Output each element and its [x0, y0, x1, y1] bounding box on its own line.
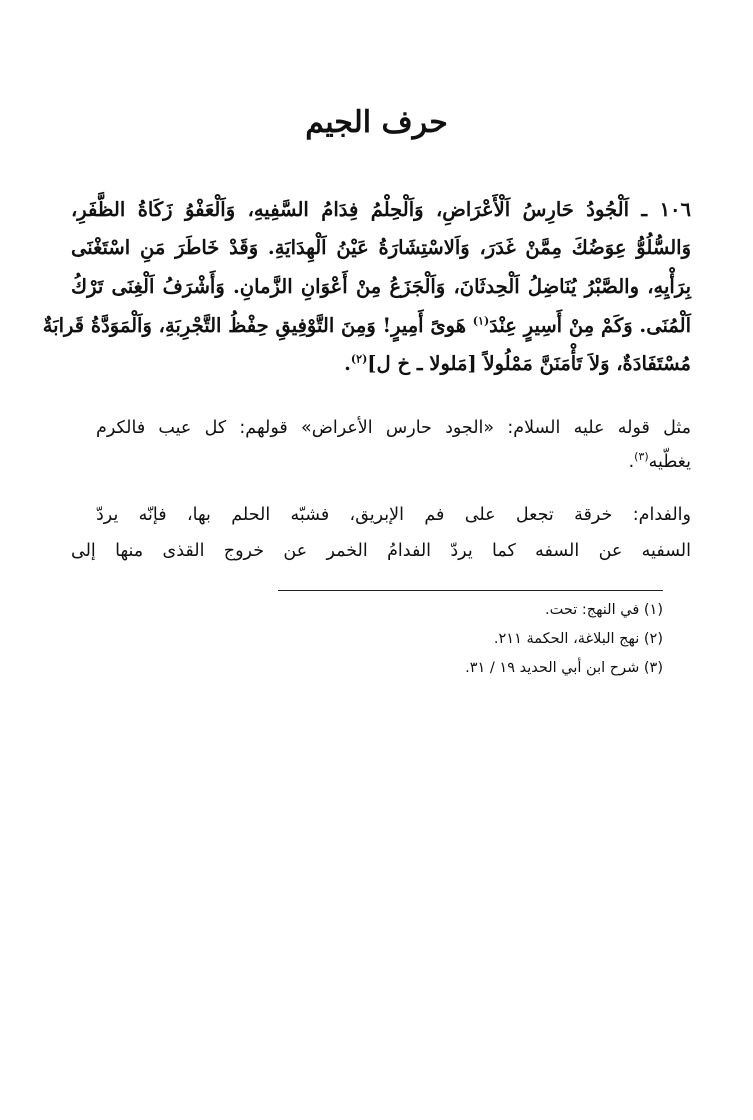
commentary-line: مثل قوله عليه السلام: «الجود حارس الأعراض» قولهم: كل عيب فالكرم — [96, 418, 691, 438]
commentary-line — [71, 450, 691, 472]
footnote-divider — [278, 590, 663, 591]
maxim-text: هَوىً أَمِيرٍ! وَمِنَ التَّوْفِيقِ حِفْظُ التَّجْرِبَةِ، وَاَلْمَوَدَّةُ قَرابَةٌ — [42, 314, 466, 337]
maxim-text: مُسْتَفَادَةٌ، وَلاَ تَأْمَنَنَّ مَمْلُولاً [مَلولا ـ خ ل] — [367, 352, 691, 375]
footnote-ref-1: (١) — [472, 314, 490, 328]
maxim-text: اَلْمُنَى. وَكَمْ مِنْ أَسِيرٍ عِنْدَ — [489, 314, 691, 337]
commentary-line: السفيه عن السفه كما يردّ الفدامُ الخمر عن خروج القذى منها إلى — [71, 541, 691, 561]
footnote-3: (٣) شرح ابن أبي الحديد ١٩ / ٣١. — [465, 660, 663, 676]
maxim-line — [71, 352, 691, 375]
footnote-ref-3: (٣) — [634, 450, 649, 463]
maxim-line: ١٠٦ ـ اَلْجُودُ حَارِسُ اَلْأَعْرَاضِ، وَاَلْحِلْمُ فِدَامُ السَّفِيهِ، وَاَلْعَفْوُ زَكَاةُ الظَّفَرِ، — [71, 198, 691, 221]
maxim-line — [42, 314, 691, 337]
commentary-line: والفدام: خرقة تجعل على فم الإبريق، فشبّه الحلم بها، فإنّه يردّ — [96, 505, 691, 525]
footnote-ref-2: (٢) — [350, 352, 368, 366]
maxim-end: . — [344, 352, 351, 375]
footnote-2: (٢) نهج البلاغة، الحكمة ٢١١. — [493, 631, 663, 647]
commentary-end: . — [628, 451, 635, 472]
commentary-text: يغطّيه — [648, 451, 691, 472]
maxim-line: وَالسُّلُوُّ عِوَضُكَ مِمَّنْ غَدَرَ، وَاَلاسْتِشَارَةُ عَيْنُ اَلْهِدَايَةِ. وَقَدْ خَاطَرَ مَنِ اسْتَغْنَى — [71, 236, 691, 259]
chapter-title: حرف الجيم — [305, 105, 448, 140]
maxim-line: بِرَأْيِهِ، والصَّبْرُ يُنَاضِلُ اَلْحِدثَانَ، وَاَلْجَزَعُ مِنْ أَعْوَانِ الزَّمانِ. وَأَشْرَفُ اَلْغِنَى تَرْكُ — [71, 275, 691, 298]
footnote-1: (١) في النهج: تحت. — [545, 602, 663, 618]
